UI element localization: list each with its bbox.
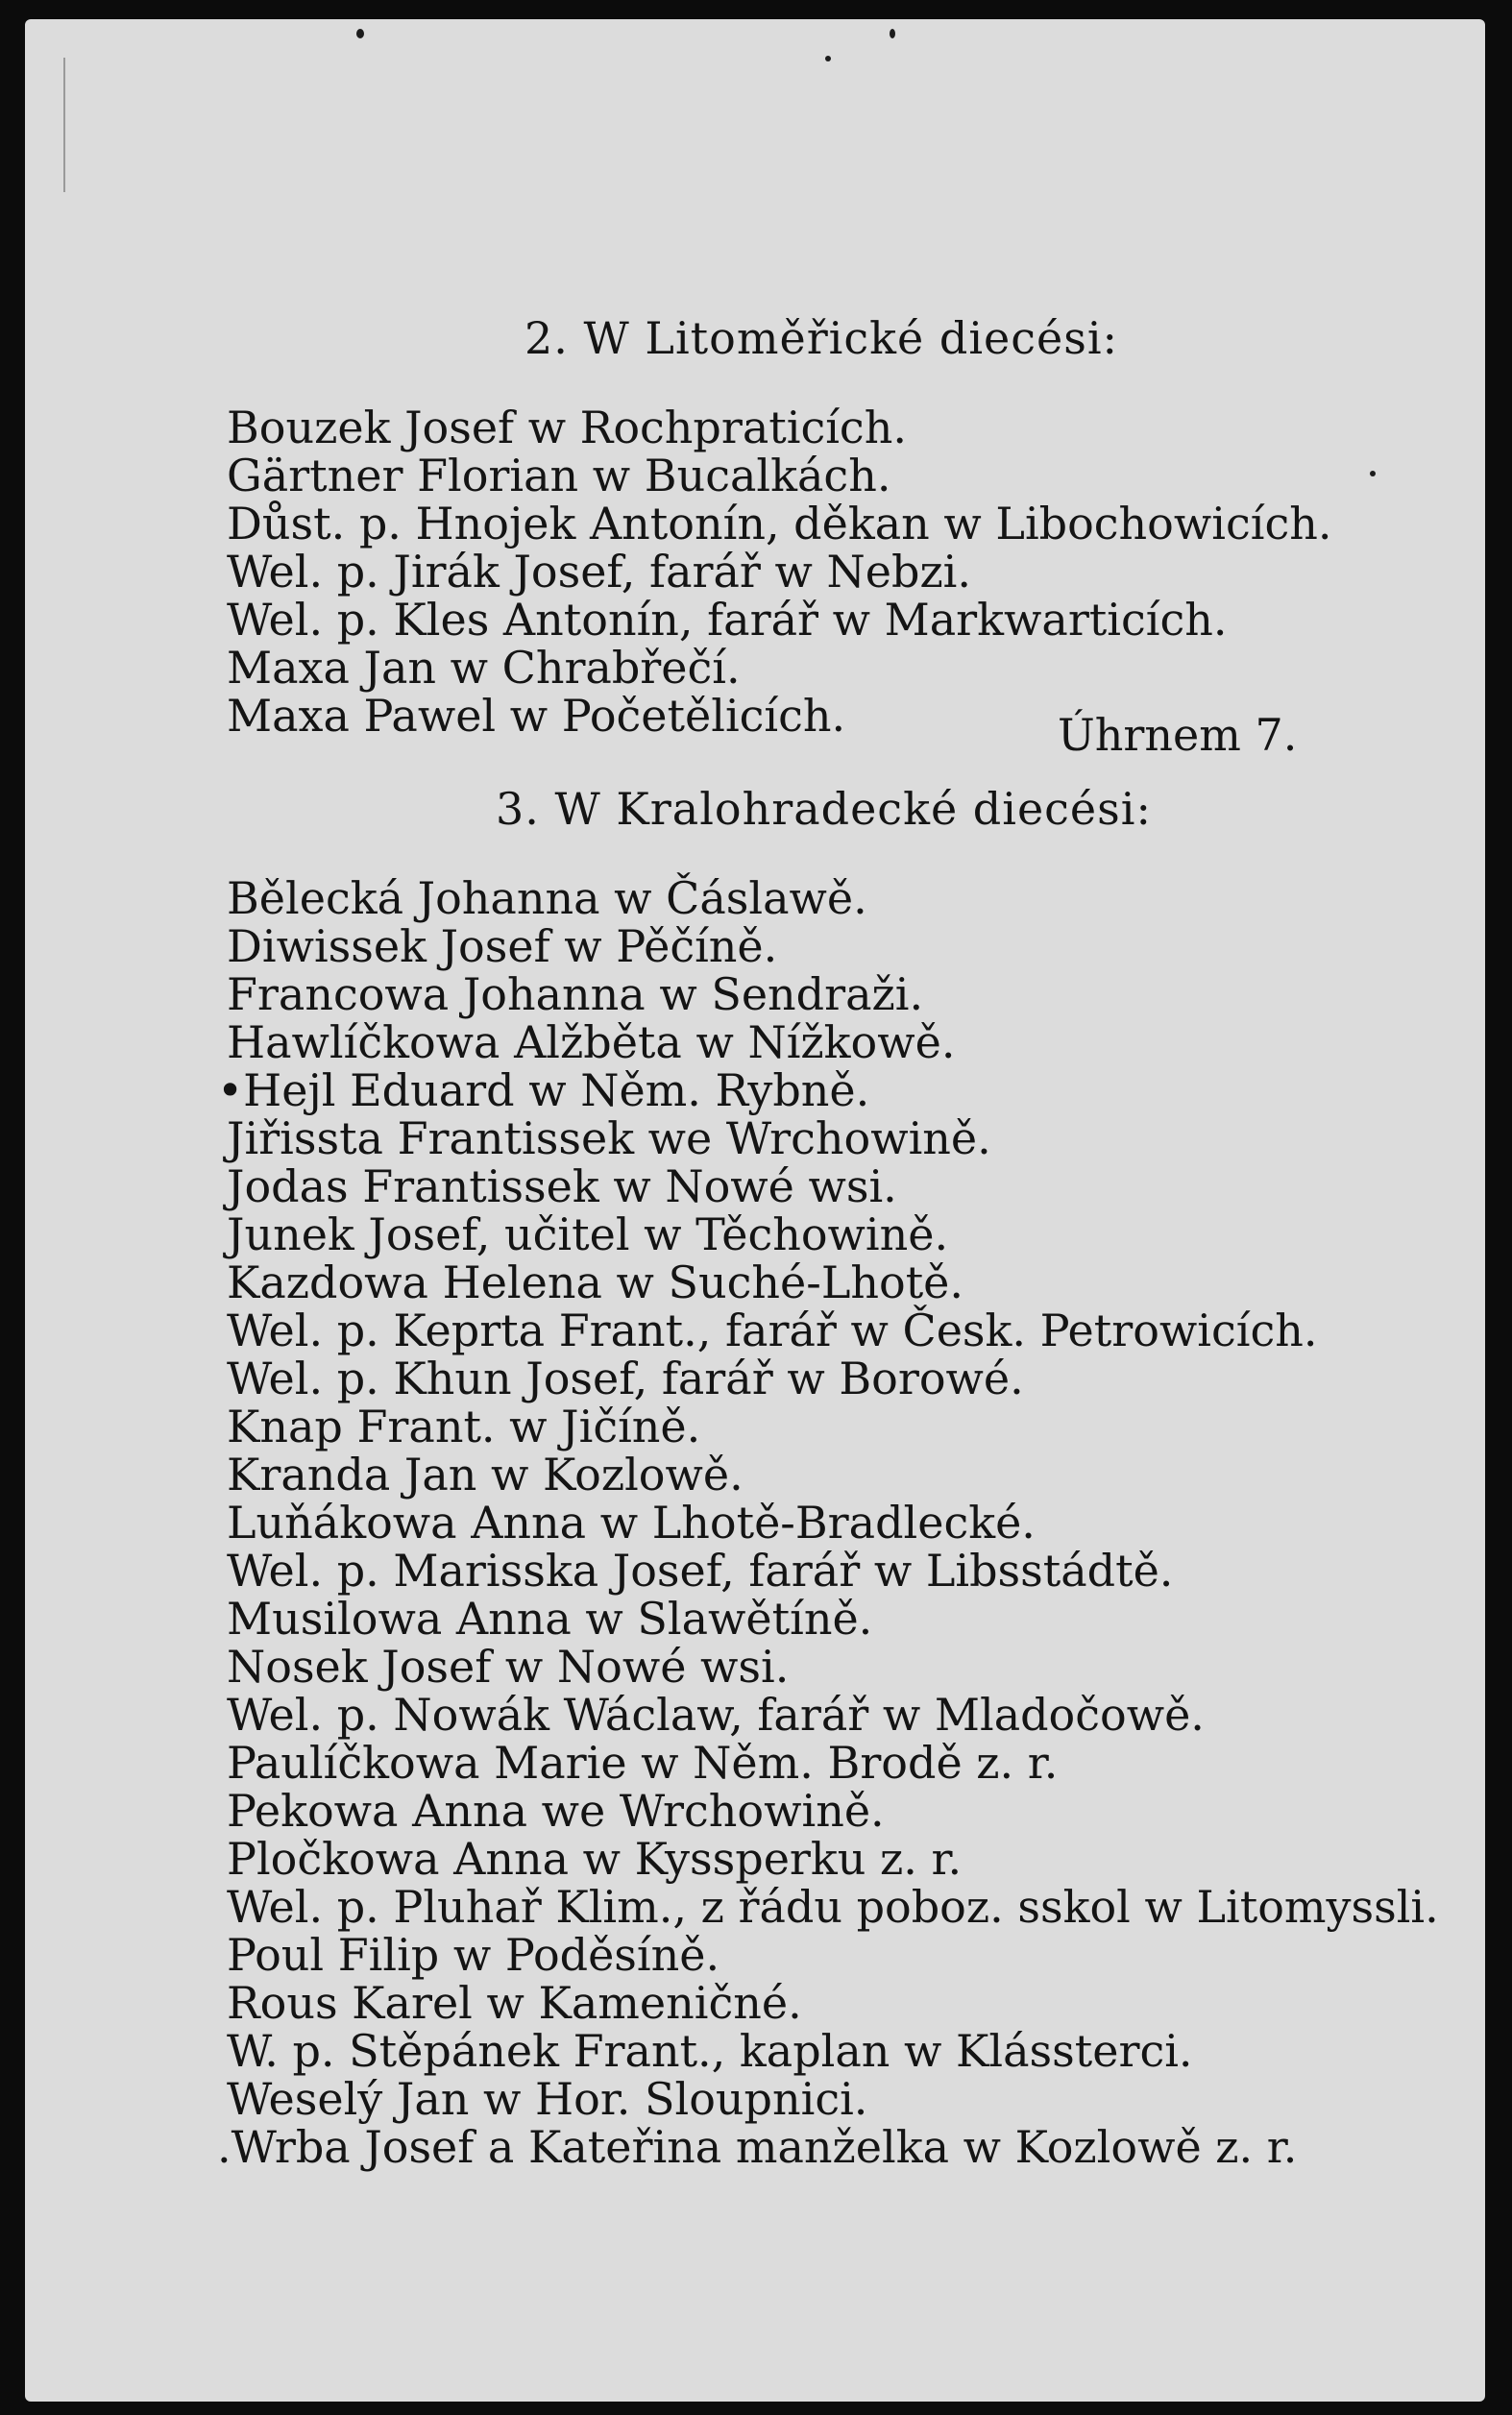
list-item: Maxa Pawel w Početělicích.	[227, 690, 846, 742]
list-item: Nosek Josef w Nowé wsi.	[227, 1641, 790, 1693]
section-heading-litomerice: 2. W Litoměřické diecési:	[524, 312, 1119, 364]
list-item: Maxa Jan w Chrabřečí.	[227, 642, 741, 694]
list-item: Diwissek Josef w Pěčíně.	[227, 920, 778, 972]
list-item: Francowa Johanna w Sendraži.	[227, 968, 924, 1020]
list-item: Knap Frant. w Jičíně.	[227, 1401, 701, 1452]
list-item: Wel. p. Keprta Frant., farář w Česk. Petrowicích.	[227, 1305, 1318, 1356]
ink-speck	[1370, 471, 1376, 476]
page-fold-mark	[63, 58, 65, 192]
list-item: Musilowa Anna w Slawětíně.	[227, 1593, 873, 1645]
list-item: Bouzek Josef w Rochpraticích.	[227, 402, 907, 453]
list-item: Junek Josef, učitel w Těchowině.	[227, 1208, 949, 1260]
ink-speck	[356, 29, 364, 38]
list-item: Jiřissta Frantissek we Wrchowině.	[227, 1112, 991, 1164]
book-page	[25, 19, 1485, 2402]
section-total: Úhrnem 7.	[1058, 709, 1298, 761]
list-item: Wel. p. Khun Josef, farář w Borowé.	[227, 1353, 1024, 1404]
list-item: Rous Karel w Kameničné.	[227, 1977, 802, 2029]
list-item: Wel. p. Jirák Josef, farář w Nebzi.	[227, 546, 972, 598]
section-heading-kralohradec: 3. W Kralohradecké diecési:	[496, 783, 1152, 835]
list-item: W. p. Stěpánek Frant., kaplan w Klássterci.	[227, 2025, 1193, 2077]
list-item: Bělecká Johanna w Čáslawě.	[227, 872, 867, 924]
list-item: Wel. p. Marisska Josef, farář w Libsstádtě.	[227, 1545, 1174, 1597]
list-item: Důst. p. Hnojek Antonín, děkan w Libochowicích.	[227, 498, 1332, 549]
list-item: .Wrba Josef a Kateřina manželka w Kozlowě z. r.	[217, 2121, 1298, 2173]
list-item: Wel. p. Nowák Wáclaw, farář w Mladočowě.	[227, 1689, 1205, 1741]
list-item: Hawlíčkowa Alžběta w Nížkowě.	[227, 1016, 956, 1068]
list-item: Paulíčkowa Marie w Něm. Brodě z. r.	[227, 1737, 1059, 1789]
list-item: Gärtner Florian w Bucalkách.	[227, 450, 891, 501]
list-item: Pločkowa Anna w Kyssperku z. r.	[227, 1833, 963, 1885]
list-item: Kazdowa Helena w Suché-Lhotě.	[227, 1256, 964, 1308]
list-item: Poul Filip w Poděsíně.	[227, 1929, 720, 1981]
ink-speck	[825, 56, 831, 61]
list-item: Weselý Jan w Hor. Sloupnici.	[227, 2073, 868, 2125]
list-item: Jodas Frantissek w Nowé wsi.	[227, 1160, 897, 1212]
list-item: •Hejl Eduard w Něm. Rybně.	[217, 1064, 870, 1116]
list-item: Wel. p. Pluhař Klim., z řádu poboz. sskol w Litomyssli.	[227, 1881, 1439, 1933]
list-item: Kranda Jan w Kozlowě.	[227, 1449, 744, 1500]
ink-speck	[890, 29, 895, 38]
list-item: Pekowa Anna we Wrchowině.	[227, 1785, 885, 1837]
list-item: Wel. p. Kles Antonín, farář w Markwarticích.	[227, 594, 1228, 646]
list-item: Luňákowa Anna w Lhotě-Bradlecké.	[227, 1497, 1036, 1549]
